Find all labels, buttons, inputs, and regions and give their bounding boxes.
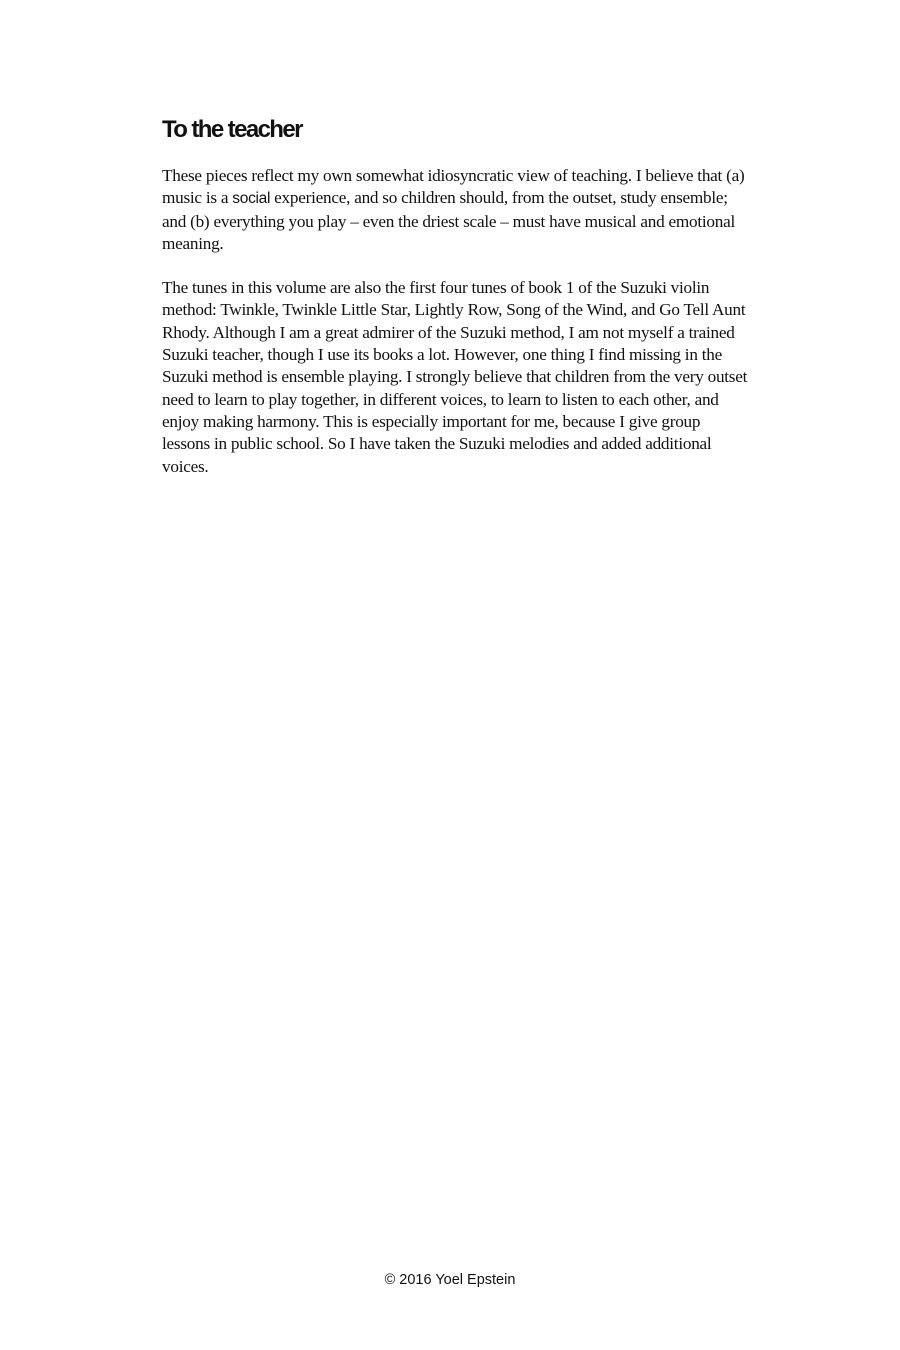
paragraph-1-emphasis-social: social bbox=[232, 190, 271, 208]
document-body bbox=[162, 113, 752, 500]
paragraph-1-text-after: experience, and so children should, from the outset, study ensemble; and (b) everything you play – even the driest scale – must have musical and emotional meaning. bbox=[162, 188, 735, 253]
paragraph-teaching-view bbox=[162, 165, 752, 255]
paragraph-suzuki-tunes: The tunes in this volume are also the first four tunes of book 1 of the Suzuki violin method: Twinkle, Twinkle Little Star, Lightly Row, Song of the Wind, and Go Tell Aunt Rhody. Although I am a great admirer of the Suzuki method, I am not myself a trained Suzuki teacher, though I use its books a lot. However, one thing I find missing in the Suzuki method is ensemble playing. I strongly believe that children from the very outset need to learn to play together, in different voices, to learn to listen to each other, and enjoy making harmony. This is especially important for me, because I give group lessons in public school. So I have taken the Suzuki melodies and added additional voices. bbox=[162, 278, 748, 476]
copyright-footer: © 2016 Yoel Epstein bbox=[384, 1272, 516, 1288]
page-title: To the teacher bbox=[162, 116, 302, 143]
paragraph-1-text-before: These pieces reflect my own somewhat idiosyncratic view of teaching. I believe that (a) music is a bbox=[162, 166, 745, 208]
